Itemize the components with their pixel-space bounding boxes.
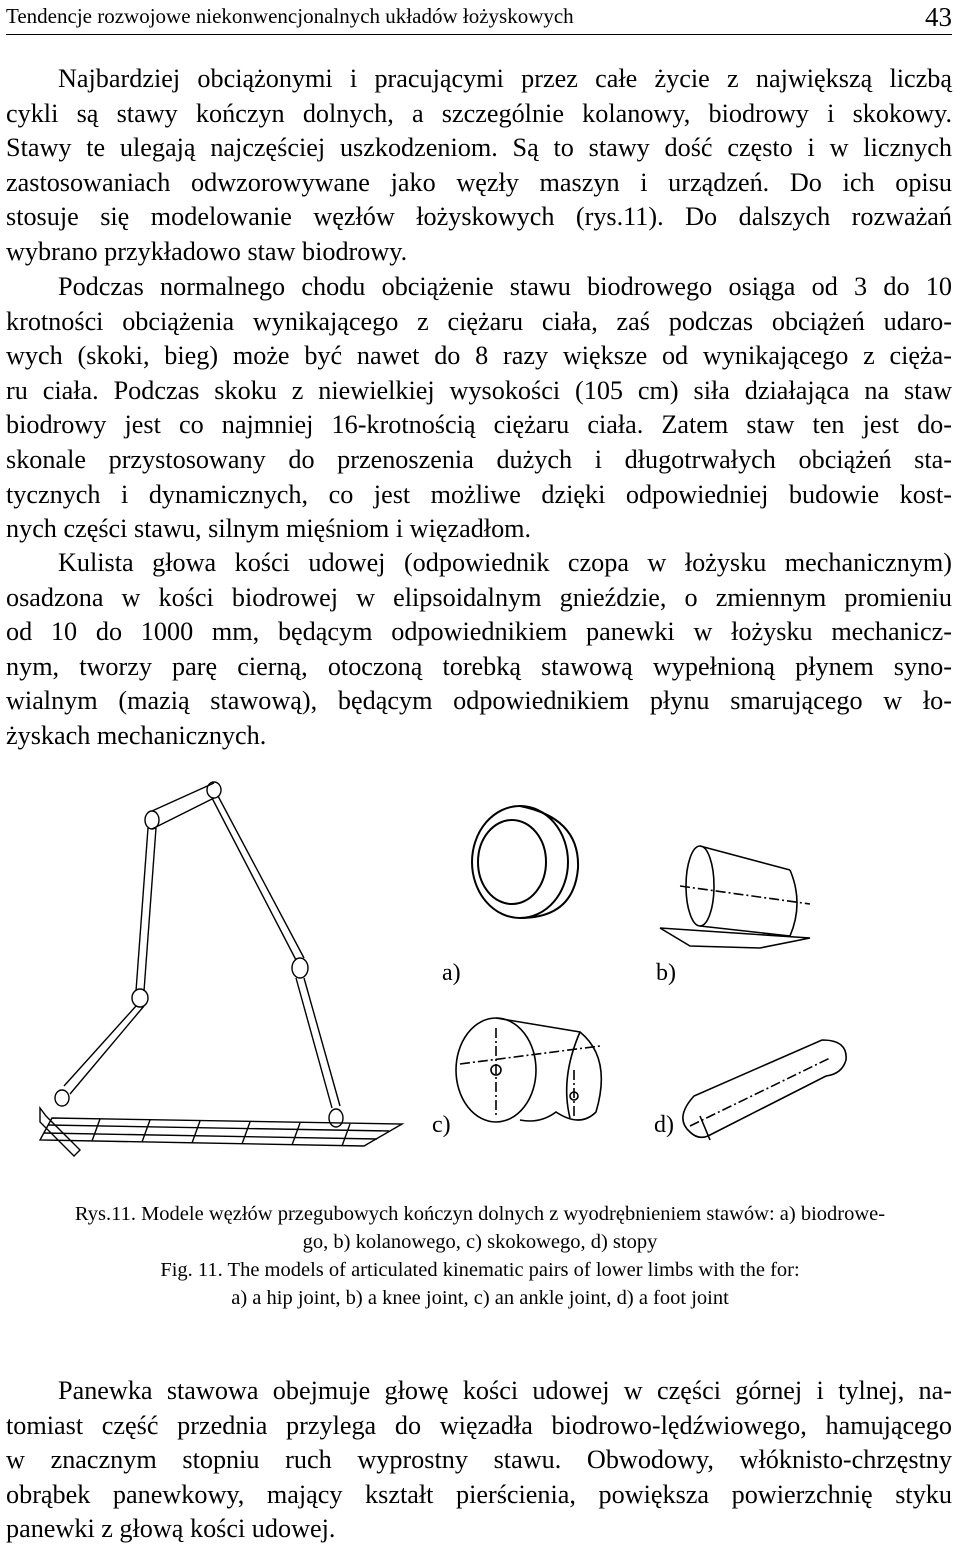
text-line: skonale przystosowany do przenoszenia dużych i długotrwałych obciążeń sta- (6, 444, 952, 474)
foot-joint-model (683, 1040, 846, 1140)
paragraph-1 (6, 62, 952, 270)
running-header (6, 0, 952, 35)
text-line: Panewka stawowa obejmuje głowę kości udowej w części górnej i tylnej, na- (58, 1376, 952, 1405)
label-b: b) (656, 960, 676, 986)
text-line: nym, tworzy parę cierną, otoczoną torebką stawową wypełnioną płynem syno- (6, 651, 952, 681)
caption-line: Rys.11. Modele węzłów przegubowych kończyn dolnych z wyodrębnieniem stawów: a) biodrowe- (74, 1203, 886, 1225)
running-title: Tendencje rozwojowe niekonwencjonalnych układów łożyskowych (6, 4, 574, 28)
ankle-joint-model (456, 1018, 601, 1122)
hip-joint-model (472, 806, 578, 918)
caption-line: a) a hip joint, b) a knee joint, c) an ankle joint, d) a foot joint (231, 1287, 729, 1309)
text-line: tycznych i dynamicznych, co jest możliwe dzięki odpowiedniej budowie kost- (6, 479, 952, 509)
knee-joint-model (660, 846, 810, 948)
text-line: Kulista głowa kości udowej (odpowiednik czopa w łożysku mechanicznym) (58, 548, 952, 577)
text-line: krotności obciążenia wynikającego z ciężaru ciała, zaś podczas obciążeń udaro- (6, 306, 952, 336)
text-line: panewki z głową kości udowej. (6, 1514, 336, 1544)
text-line: Stawy te ulegają najczęściej uszkodzeniom. Są to stawy dość często i w licznych (6, 133, 952, 163)
text-line: zastosowaniach odwzorowywane jako węzły maszyn i urządzeń. Do ich opisu (6, 167, 952, 197)
text-line: Najbardziej obciążonymi i pracującymi przez całe życie z największą liczbą (58, 64, 952, 93)
paragraph-3 (6, 546, 952, 754)
caption-polish (0, 1200, 960, 1256)
label-d: d) (654, 1112, 674, 1138)
text-line: Podczas normalnego chodu obciążenie stawu biodrowego osiąga od 3 do 10 (58, 272, 952, 301)
label-c: c) (432, 1112, 451, 1138)
text-line: stosuje się modelowanie węzłów łożyskowych (rys.11). Do dalszych rozważań (6, 202, 952, 232)
text-line: tomiast część przednia przylega do więzadła biodrowo-lędźwiowego, hamującego (6, 1410, 952, 1440)
label-a: a) (442, 960, 461, 986)
lower-limb-linkage-drawing (40, 782, 402, 1156)
text-line: cykli są stawy kończyn dolnych, a szczególnie kolanowy, biodrowy i skokowy. (6, 98, 952, 128)
text-line: żyskach mechanicznych. (6, 720, 267, 750)
text-line: osadzona w kości biodrowej w elipsoidalnym gnieździe, o zmiennym promieniu (6, 582, 952, 612)
paragraph-2 (6, 270, 952, 547)
text-line: obrąbek panewkowy, mający kształt pierścienia, powiększa powierzchnię styku (6, 1479, 952, 1509)
paragraph-4 (6, 1374, 952, 1547)
caption-english (0, 1256, 960, 1312)
text-line: od 10 do 1000 mm, będącym odpowiednikiem panewki w łożysku mechanicz- (6, 617, 952, 647)
caption-line: Fig. 11. The models of articulated kinematic pairs of lower limbs with the for: (160, 1259, 800, 1281)
caption-line: go, b) kolanowego, c) skokowego, d) stopy (302, 1231, 658, 1253)
text-line: wialnym (mazią stawową), będącym odpowiednikiem płynu smarującego w ło- (6, 686, 952, 716)
text-line: nych części stawu, silnym mięśniom i więzadłom. (6, 514, 532, 544)
text-line: biodrowy jest co najmniej 16-krotnością ciężaru ciała. Zatem staw ten jest do- (6, 410, 952, 440)
text-line: wych (skoki, bieg) może być nawet do 8 razy większe od wynikającego z cięża- (6, 341, 952, 371)
page-number: 43 (925, 2, 952, 32)
text-line: w znacznym stopniu ruch wyprostny stawu. Obwodowy, włóknisto-chrzęstny (6, 1445, 952, 1475)
text-line: ru ciała. Podczas skoku z niewielkiej wysokości (105 cm) siła działająca na staw (6, 375, 952, 405)
figure-11 (0, 778, 960, 1168)
text-line: wybrano przykładowo staw biodrowy. (6, 236, 408, 266)
